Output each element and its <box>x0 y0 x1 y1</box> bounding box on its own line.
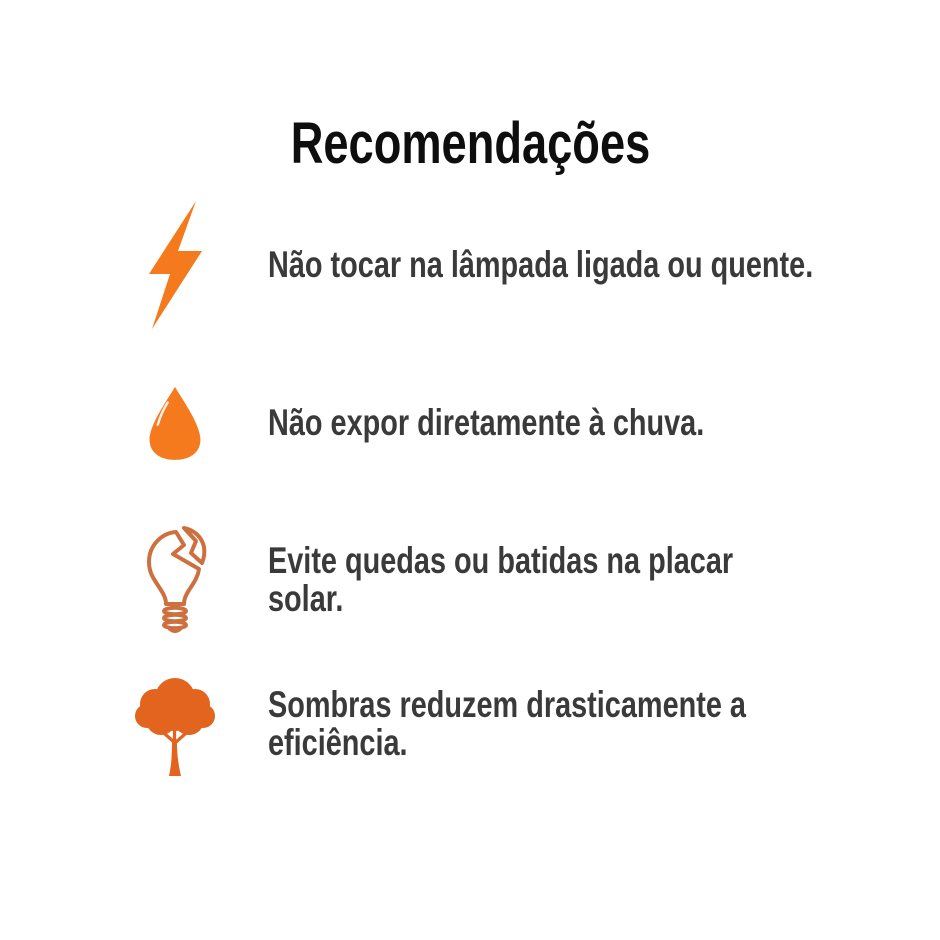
recommendation-text <box>268 686 746 762</box>
recommendation-text <box>268 246 813 284</box>
text-line: Não expor diretamente à chuva. <box>268 402 705 443</box>
recommendation-row-heat <box>125 200 885 330</box>
text-line: Não tocar na lâmpada ligada ou quente. <box>268 244 814 285</box>
recommendation-text <box>268 542 733 618</box>
water-drop-icon <box>125 377 225 469</box>
tree-icon <box>125 672 225 776</box>
text-line: eficiência. <box>268 722 408 763</box>
recommendation-row-impact <box>125 524 885 636</box>
lightning-bolt-icon <box>125 201 225 329</box>
text-line: solar. <box>268 578 344 619</box>
text-line: Evite quedas ou batidas na placar <box>268 540 734 581</box>
broken-lightbulb-icon <box>125 525 225 635</box>
page-title: Recomendações <box>290 111 650 176</box>
text-line: Sombras reduzem drasticamente a <box>268 684 746 725</box>
recommendation-row-shade <box>125 671 885 777</box>
recommendation-row-rain <box>125 376 885 470</box>
recommendation-text <box>268 404 704 442</box>
page-title-wrap <box>0 112 940 176</box>
